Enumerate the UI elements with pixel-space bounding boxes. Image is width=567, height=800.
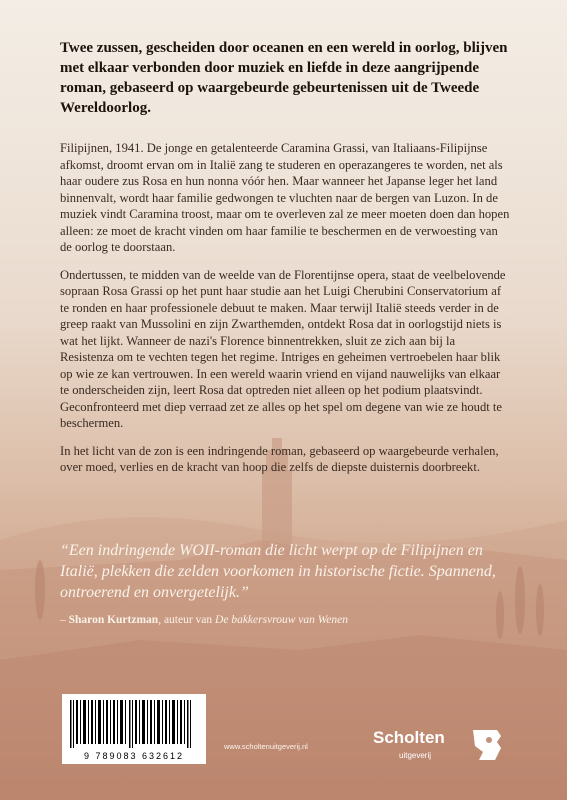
- intro-blurb: Twee zussen, gescheiden door oceanen en een wereld in oorlog, blijven met elkaar verbonden door muziek en liefde in deze aangrijpende roman, gebaseerd op waargebeurde gebeurtenissen uit de Tweede Wereldoorlog.: [60, 40, 508, 116]
- barcode: [62, 694, 206, 764]
- attribution-name: Sharon Kurtzman: [68, 614, 159, 626]
- publisher-website: www.scholtenuitgeverij.nl: [224, 742, 308, 751]
- attribution-dash: –: [60, 614, 69, 626]
- publisher-mark-icon: [469, 728, 505, 762]
- quote-attribution: [60, 614, 348, 626]
- back-cover-text: [60, 38, 510, 487]
- barcode-bars: [70, 700, 198, 748]
- publisher-logo: [373, 728, 513, 768]
- review-quote: “Een indringende WOII-roman die licht werpt op de Filipijnen en Italië, plekken die zelden voorkomen in historische fictie. Spannend, ontroerend en onvergetelijk.”: [60, 542, 496, 601]
- isbn-number: 9 789083 632612: [83, 751, 185, 761]
- synopsis-paragraph-1: Filipijnen, 1941. De jonge en getalenteerde Caramina Grassi, van Italiaans-Filipijnse afkomst, droomt ervan om in Italië zang te studeren en operazangeres te worden, net als haar oudere zus Rosa en hun nonna vóór hen. Maar wanneer het Japanse leger het land binnenvalt, wordt haar familie gedwongen te vluchten naar de bergen van Luzon. In de muziek vindt Caramina troost, maar om te overleven zal ze meer moeten doen dan hopen alleen: ze moet de kracht vinden om haar familie te beschermen en de verwoesting van de oorlog te doorstaan.: [60, 141, 510, 254]
- attribution-book: De bakkersvrouw van Wenen: [215, 614, 349, 626]
- publisher-sub: uitgeverij: [399, 751, 432, 760]
- synopsis-paragraph-2: Ondertussen, te midden van de weelde van de Florentijnse opera, staat de veelbelovende sopraan Rosa Grassi op het punt haar studie aan het Luigi Cherubini Conservatorium af te ronden en haar professionele debuut te maken. Maar terwijl Italië steeds verder in de greep raakt van Mussolini en zijn Zwarthemden, ontdekt Rosa dat in oorlogstijd niets is wat het lijkt. Wanneer de nazi's Florence binnentrekken, sluit ze zich aan bij la Resistenza om te vechten tegen het regime. Intriges en geheimen vertroebelen haar blik op wie ze kan vertrouwen. In een wereld waarin vriend en vijand nauwelijks van elkaar te onderscheiden zijn, leert Rosa dat optreden niet alleen op het podium plaatsvindt. Geconfronteerd met diep verraad zet ze alles op het spel om degene van wie ze houdt te beschermen.: [60, 267, 506, 430]
- attribution-middle: , auteur van: [158, 614, 216, 626]
- synopsis-paragraph-3: In het licht van de zon is een indringende roman, gebaseerd op waargebeurde verhalen, over moed, verlies en de kracht van hoop die zelfs de diepste duisternis doorbreekt.: [60, 443, 499, 474]
- publisher-name: Scholten: [373, 728, 445, 747]
